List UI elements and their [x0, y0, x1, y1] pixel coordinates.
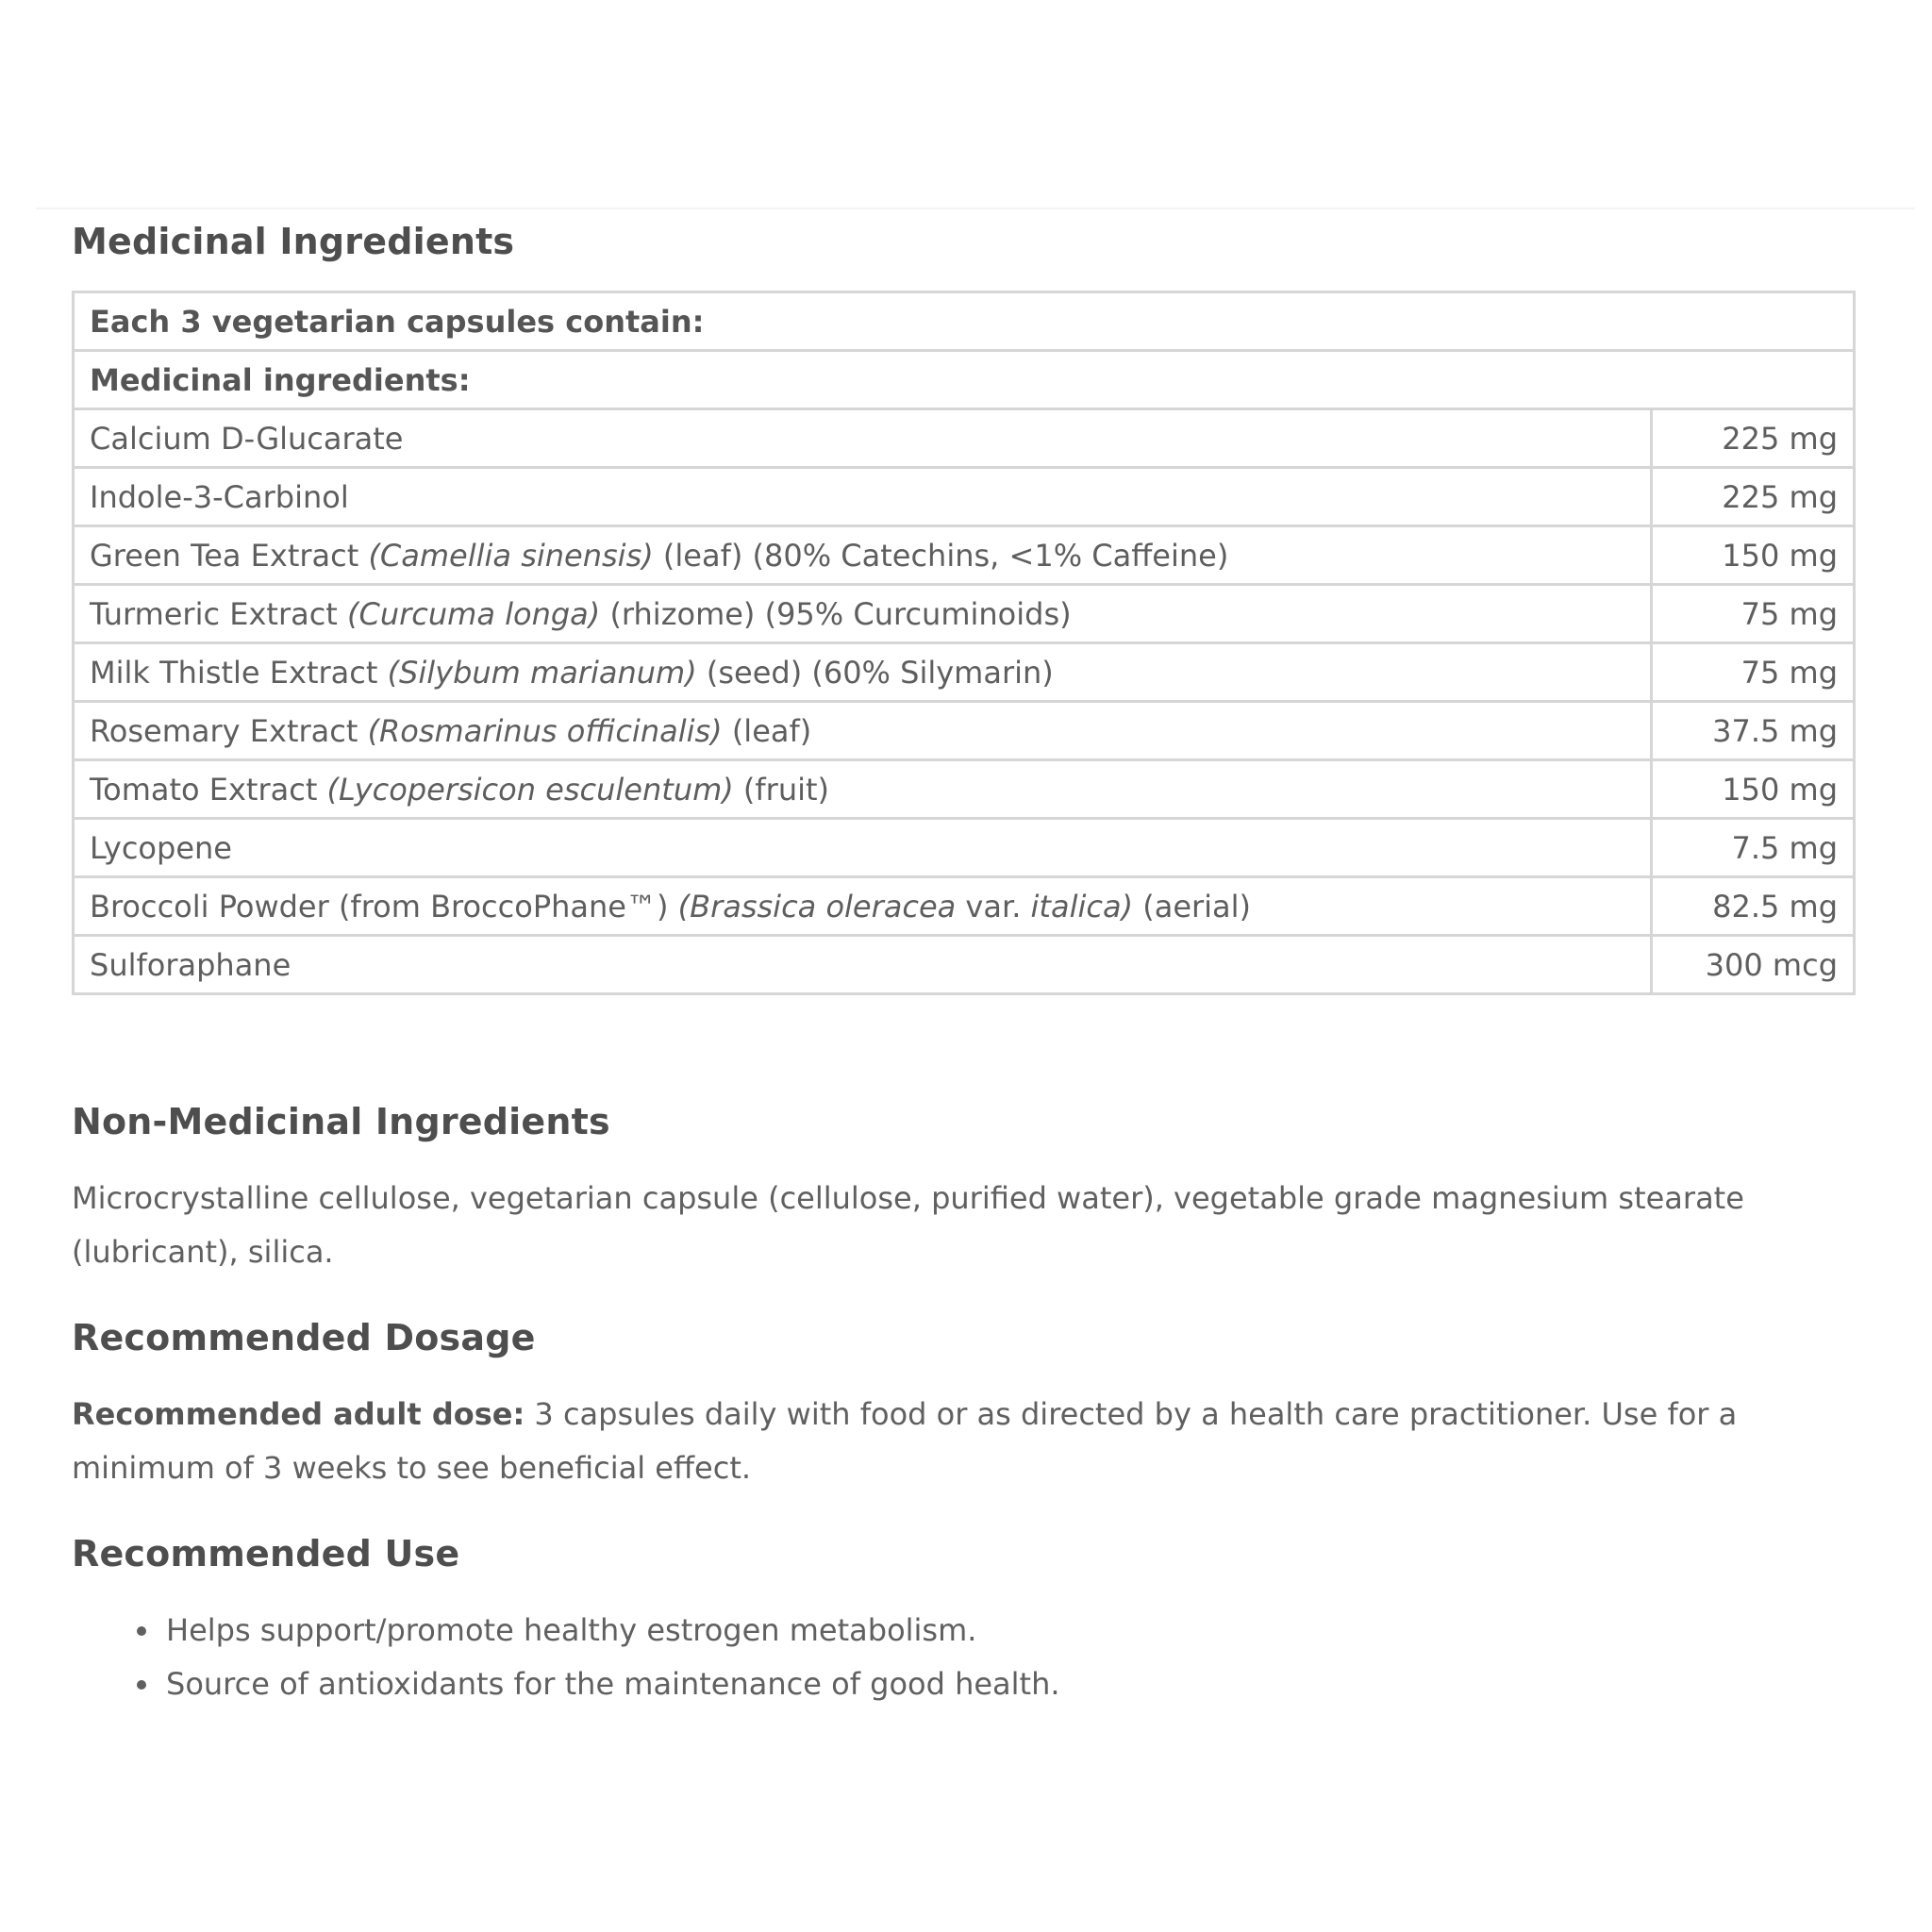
- ingredient-variety-label: var.: [956, 888, 1031, 924]
- table-row: [74, 526, 1855, 585]
- ingredient-amount: 82.5 mg: [1652, 877, 1855, 936]
- ingredient-amount: 225 mg: [1652, 409, 1855, 468]
- ingredient-name: Indole-3-Carbinol: [74, 468, 1652, 526]
- capsules-contain-header: Each 3 vegetarian capsules contain:: [74, 292, 1855, 351]
- ingredient-amount: 75 mg: [1652, 643, 1855, 702]
- ingredient-details: (aerial): [1133, 888, 1252, 924]
- non-medicinal-ingredients-heading: Non-Medicinal Ingredients: [72, 1101, 610, 1142]
- medicinal-ingredients-subheader: Medicinal ingredients:: [74, 351, 1855, 409]
- dosage-label: Recommended adult dose:: [72, 1396, 525, 1432]
- table-row: [74, 585, 1855, 643]
- list-item: • Helps support/promote healthy estrogen metabolism.: [162, 1604, 1060, 1657]
- ingredient-amount: 75 mg: [1652, 585, 1855, 643]
- table-header-row: [74, 292, 1855, 351]
- ingredient-amount: 37.5 mg: [1652, 702, 1855, 760]
- ingredient-name: Lycopene: [74, 819, 1652, 877]
- ingredient-name: Sulforaphane: [74, 936, 1652, 994]
- ingredient-common-name: Turmeric Extract: [90, 595, 348, 632]
- ingredient-amount: 300 mcg: [1652, 936, 1855, 994]
- ingredient-common-name: Broccoli Powder (from BroccoPhane™): [90, 888, 678, 924]
- ingredient-common-name: Green Tea Extract: [90, 537, 369, 574]
- table-row: [74, 468, 1855, 526]
- ingredient-name: [74, 877, 1652, 936]
- ingredient-details: (leaf): [722, 712, 812, 749]
- table-row: [74, 643, 1855, 702]
- ingredient-latin-variety: italica): [1030, 888, 1134, 924]
- product-details-panel: [36, 208, 1915, 1719]
- ingredient-amount: 7.5 mg: [1652, 819, 1855, 877]
- ingredient-common-name: Milk Thistle Extract: [90, 654, 388, 691]
- non-medicinal-ingredients-text: Microcrystalline cellulose, vegetarian capsule (cellulose, purified water), vegetable grade magnesium stearate (lubricant), silica.: [72, 1180, 1744, 1270]
- ingredient-name: Calcium D-Glucarate: [74, 409, 1652, 468]
- ingredient-amount: 225 mg: [1652, 468, 1855, 526]
- ingredient-latin-name: (Brassica oleracea: [677, 888, 957, 924]
- ingredient-latin-name: (Silybum marianum): [387, 654, 697, 691]
- table-row: [74, 936, 1855, 994]
- dosage-instructions: 3 capsules daily with food or as directed by a health care practitioner. Use for a minimum of 3 weeks to see beneficial effect.: [72, 1396, 1738, 1486]
- ingredient-name: [74, 643, 1652, 702]
- ingredient-details: (leaf) (80% Catechins, <1% Caffeine): [653, 537, 1229, 574]
- ingredient-amount: 150 mg: [1652, 526, 1855, 585]
- table-row: [74, 819, 1855, 877]
- recommended-use-heading: Recommended Use: [72, 1533, 460, 1574]
- recommended-dosage-heading: Recommended Dosage: [72, 1317, 536, 1358]
- ingredient-common-name: Tomato Extract: [90, 771, 327, 808]
- ingredient-name: [74, 585, 1652, 643]
- ingredient-latin-name: (Lycopersicon esculentum): [326, 771, 734, 808]
- medicinal-ingredients-heading: Medicinal Ingredients: [72, 221, 515, 262]
- recommended-dosage-text: [72, 1388, 1864, 1495]
- ingredient-latin-name: (Rosmarinus officinalis): [367, 712, 723, 749]
- list-item: • Source of antioxidants for the maintenance of good health.: [162, 1657, 1060, 1711]
- ingredient-name: [74, 760, 1652, 819]
- table-row: [74, 409, 1855, 468]
- ingredient-latin-name: (Camellia sinensis): [368, 537, 654, 574]
- medicinal-ingredients-table: [72, 291, 1856, 995]
- ingredient-details: (fruit): [733, 771, 830, 808]
- table-row: [74, 760, 1855, 819]
- ingredient-common-name: Rosemary Extract: [90, 712, 368, 749]
- table-header-row: [74, 351, 1855, 409]
- ingredient-details: (seed) (60% Silymarin): [696, 654, 1054, 691]
- ingredient-amount: 150 mg: [1652, 760, 1855, 819]
- ingredient-name: [74, 702, 1652, 760]
- recommended-use-list: [125, 1604, 1060, 1711]
- ingredient-name: [74, 526, 1652, 585]
- table-row: [74, 877, 1855, 936]
- table-row: [74, 702, 1855, 760]
- ingredient-latin-name: (Curcuma longa): [347, 595, 601, 632]
- ingredient-details: (rhizome) (95% Curcuminoids): [600, 595, 1072, 632]
